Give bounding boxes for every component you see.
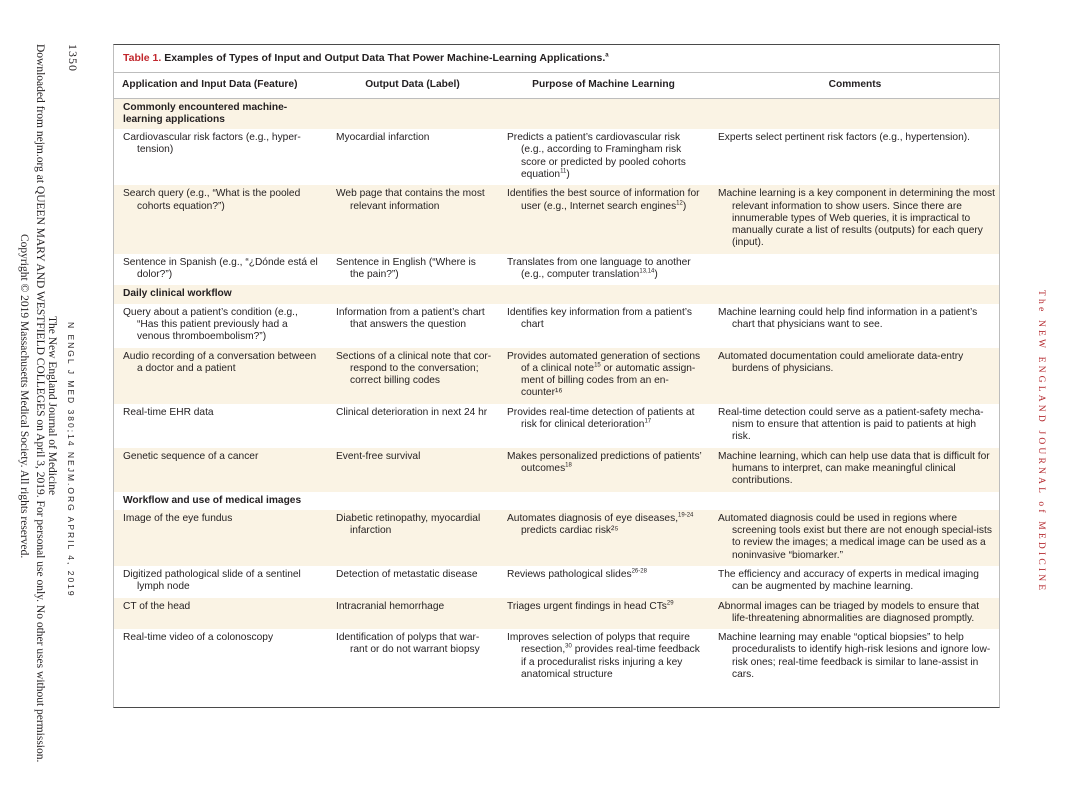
purpose-cell	[498, 185, 709, 253]
input-cell	[114, 598, 327, 630]
input-cell-text: Real-time video of a colonoscopy	[123, 632, 274, 644]
empty-cell	[498, 98, 709, 129]
output-cell-text: Diabetic retinopathy, myocardial infarction	[336, 512, 481, 537]
input-cell-text: Search query (e.g., “What is the pooled cohorts equation?”)	[123, 188, 301, 212]
output-cell-text: Clinical deterioration in next 24 hr	[336, 406, 488, 418]
output-cell-text: Sentence in English (“Where is the pain?”)	[336, 256, 476, 281]
reference-superscript: 11	[560, 168, 567, 175]
comments-cell-text: The efficiency and accuracy of experts in medical imaging can be augmented by machine learning.	[718, 569, 979, 593]
table-row	[114, 304, 1000, 348]
table-caption-footnote-mark: a	[605, 52, 609, 59]
empty-cell	[327, 492, 498, 510]
purpose-tail: provides real-time feedback if a proceduralist risks injuring a key anatomical structure	[521, 644, 700, 681]
input-cell	[114, 404, 327, 448]
table-row	[114, 348, 1000, 404]
journal-notice: The New England Journal of Medicine	[46, 316, 58, 496]
comments-cell	[709, 129, 1000, 185]
output-cell-text: Detection of metastatic disease	[336, 569, 478, 580]
purpose-cell	[498, 254, 709, 286]
output-cell	[327, 404, 498, 448]
empty-cell	[709, 285, 1000, 303]
input-cell	[114, 304, 327, 348]
purpose-text: Automates diagnosis of eye diseases,	[507, 512, 679, 524]
comments-cell	[709, 510, 1000, 566]
purpose-cell-text	[507, 307, 703, 332]
header-row	[114, 73, 1000, 98]
comments-cell	[709, 254, 1000, 286]
purpose-text: Makes personalized predictions of patients’ outcomes	[507, 450, 702, 474]
output-cell-text: Myocardial infarction	[336, 132, 430, 144]
output-cell	[327, 254, 498, 286]
output-cell-text: Sections of a clinical note that cor-respond to the conversation; correct billing codes	[336, 350, 492, 387]
page-number: 1350	[66, 44, 80, 72]
table-row	[114, 129, 1000, 185]
reference-superscript: 12	[676, 200, 683, 207]
comments-cell-text: Automated diagnosis could be used in regions where screening tools exist but there are not enough special-ists to review the images; a medical image can be used as a noninvasive “biomarker.”	[718, 512, 992, 561]
table-row	[114, 510, 1000, 566]
comments-cell-text: Machine learning, which can help use data that is difficult for humans to interpret, can make meaningful clinical contributions.	[718, 450, 990, 487]
input-cell-text: Sentence in Spanish (e.g., “¿Dónde está el dolor?”)	[123, 256, 318, 281]
input-cell	[114, 348, 327, 404]
empty-cell	[709, 492, 1000, 510]
output-cell-text: Event-free survival	[336, 450, 421, 462]
purpose-cell	[498, 510, 709, 566]
purpose-text: Provides real-time detection of patients at risk for clinical deterioration	[507, 406, 695, 431]
output-cell	[327, 510, 498, 566]
comments-cell	[709, 185, 1000, 253]
purpose-text: Predicts a patient’s cardiovascular risk (e.g., according to Framingham risk score or predicted by pooled cohorts equation	[507, 132, 686, 180]
table-row	[114, 254, 1000, 286]
purpose-cell	[498, 629, 709, 685]
comments-cell	[709, 629, 1000, 685]
input-cell-text: Image of the eye fundus	[123, 512, 233, 524]
copyright-notice: Copyright © 2019 Massachusetts Medical Society. All rights reserved.	[18, 234, 30, 559]
output-cell	[327, 129, 498, 185]
section-title: Workflow and use of medical images	[114, 492, 327, 510]
input-cell	[114, 129, 327, 185]
header-purpose: Purpose of Machine Learning	[498, 73, 709, 98]
reference-superscript: 15	[594, 362, 601, 369]
purpose-tail: )	[566, 168, 570, 180]
header-input: Application and Input Data (Feature)	[114, 73, 327, 98]
input-cell-text: Genetic sequence of a cancer	[123, 450, 259, 462]
reference-superscript: 30	[565, 644, 572, 651]
table-row	[114, 566, 1000, 598]
purpose-cell-text	[507, 601, 703, 613]
table-row	[114, 448, 1000, 492]
input-cell-text: Digitized pathological slide of a sentinel lymph node	[123, 569, 301, 593]
comments-cell	[709, 598, 1000, 630]
empty-cell	[498, 492, 709, 510]
empty-cell	[498, 285, 709, 303]
input-cell	[114, 510, 327, 566]
input-cell-text: Audio recording of a conversation between a doctor and a patient	[123, 350, 317, 374]
output-cell	[327, 304, 498, 348]
comments-cell-text: Real-time detection could serve as a patient-safety mecha-nism to ensure that attention is paid to patients at high risk.	[718, 406, 984, 443]
purpose-cell	[498, 348, 709, 404]
output-cell-text: Web page that contains the most relevant information	[336, 188, 485, 212]
reference-superscript: 17	[644, 418, 652, 425]
reference-superscript: 19-24	[678, 512, 694, 519]
output-cell-text: Identification of polyps that war-rant or do not warrant biopsy	[336, 632, 480, 656]
reference-superscript: 18	[565, 462, 572, 469]
output-cell	[327, 348, 498, 404]
output-cell-text: Information from a patient’s chart that answers the question	[336, 306, 485, 330]
comments-cell-text: Machine learning may enable “optical biopsies” to help proceduralists to identify high-risk lesions and ignore low-risk ones; real-time feedback is similar to lane-assist in cars.	[718, 632, 991, 681]
purpose-text: Identifies the best source of information for user (e.g., Internet search engines	[507, 188, 700, 212]
purpose-cell-text	[507, 569, 703, 581]
output-cell-text: Intracranial hemorrhage	[336, 600, 445, 612]
input-cell	[114, 185, 327, 253]
reference-superscript: 29	[666, 600, 674, 607]
header-output: Output Data (Label)	[327, 73, 498, 98]
output-cell	[327, 598, 498, 630]
purpose-cell-text	[507, 188, 703, 213]
input-cell-text: Cardiovascular risk factors (e.g., hyper-tension)	[123, 132, 301, 156]
table-row	[114, 629, 1000, 685]
comments-cell-text: Experts select pertinent risk factors (e.g., hypertension).	[718, 132, 970, 144]
purpose-text: Provides automated generation of sections of a clinical note	[507, 350, 701, 374]
input-cell	[114, 448, 327, 492]
table-row	[114, 185, 1000, 253]
empty-cell	[327, 285, 498, 303]
purpose-tail: )	[654, 269, 658, 281]
comments-cell	[709, 566, 1000, 598]
empty-cell	[709, 98, 1000, 129]
purpose-text: Reviews pathological slides	[507, 569, 632, 580]
data-table	[114, 73, 1000, 685]
output-cell	[327, 566, 498, 598]
purpose-text: Improves selection of polyps that require resection,	[507, 632, 690, 656]
comments-cell-text: Abnormal images can be triaged by models to ensure that life-threatening abnormalities are diagnosed promptly.	[718, 600, 980, 624]
comments-cell	[709, 304, 1000, 348]
comments-cell	[709, 448, 1000, 492]
purpose-cell	[498, 404, 709, 448]
purpose-text: Identifies key information from a patient’s chart	[507, 306, 692, 330]
reference-superscript: 26-28	[631, 568, 647, 575]
table-row	[114, 598, 1000, 630]
purpose-cell-text	[507, 451, 703, 476]
purpose-tail: or automatic assign-ment of billing codes from an en-counter¹⁶	[521, 362, 696, 399]
purpose-cell-text	[507, 351, 703, 400]
purpose-cell-text	[507, 513, 703, 538]
comments-cell-text: Machine learning could help find information in a patient’s chart that physicians want to see.	[718, 306, 978, 330]
section-title: Commonly encountered machine-learning applications	[114, 98, 327, 129]
table-caption-label: Table 1.	[123, 52, 162, 64]
section-row	[114, 492, 1000, 510]
comments-cell-text: Machine learning is a key component in determining the most relevant information to show users. Since there are innumerable types of Web queries, it is impractical to manually curate a list of results (outputs) for each query (input).	[718, 188, 995, 249]
table-caption	[114, 45, 999, 73]
input-cell-text: CT of the head	[123, 600, 191, 612]
download-notice: Downloaded from nejm.org at QUEEN MARY AND WESTFIELD COLLEGES on April 3, 2019. For personal use only. No other uses without permission.	[34, 44, 46, 763]
purpose-cell	[498, 304, 709, 348]
output-cell	[327, 185, 498, 253]
output-cell	[327, 448, 498, 492]
comments-cell	[709, 404, 1000, 448]
purpose-cell-text	[507, 257, 703, 282]
purpose-cell	[498, 129, 709, 185]
table-1	[113, 44, 1000, 708]
table-row	[114, 404, 1000, 448]
section-row	[114, 98, 1000, 129]
citation-line: N ENGL J MED 380;14 NEJM.ORG APRIL 4, 2019	[66, 322, 76, 598]
purpose-cell-text	[507, 407, 703, 432]
purpose-cell-text	[507, 632, 703, 681]
section-title: Daily clinical workflow	[114, 285, 327, 303]
purpose-cell-text	[507, 132, 703, 181]
header-comments: Comments	[709, 73, 1000, 98]
input-cell	[114, 566, 327, 598]
input-cell	[114, 254, 327, 286]
purpose-cell	[498, 598, 709, 630]
comments-cell	[709, 348, 1000, 404]
purpose-text: Triages urgent findings in head CTs	[507, 600, 667, 612]
input-cell-text: Real-time EHR data	[123, 406, 214, 418]
output-cell	[327, 629, 498, 685]
purpose-cell	[498, 448, 709, 492]
table-caption-text: Examples of Types of Input and Output Data That Power Machine-Learning Applications.	[161, 52, 606, 64]
journal-masthead: The NEW ENGLAND JOURNAL of MEDICINE	[1036, 290, 1046, 594]
purpose-text: Translates from one language to another (e.g., computer translation	[507, 256, 691, 281]
comments-cell-text: Automated documentation could ameliorate data-entry burdens of physicians.	[718, 350, 964, 374]
section-row	[114, 285, 1000, 303]
purpose-tail: )	[682, 200, 687, 212]
input-cell-text: Query about a patient’s condition (e.g., “Has this patient previously had a venous thromboembolism?”)	[123, 306, 298, 343]
table-body	[114, 98, 1000, 685]
purpose-cell	[498, 566, 709, 598]
purpose-tail: predicts cardiac risk²⁵	[521, 525, 619, 537]
empty-cell	[327, 98, 498, 129]
input-cell	[114, 629, 327, 685]
reference-superscript: 13,14	[639, 268, 655, 275]
